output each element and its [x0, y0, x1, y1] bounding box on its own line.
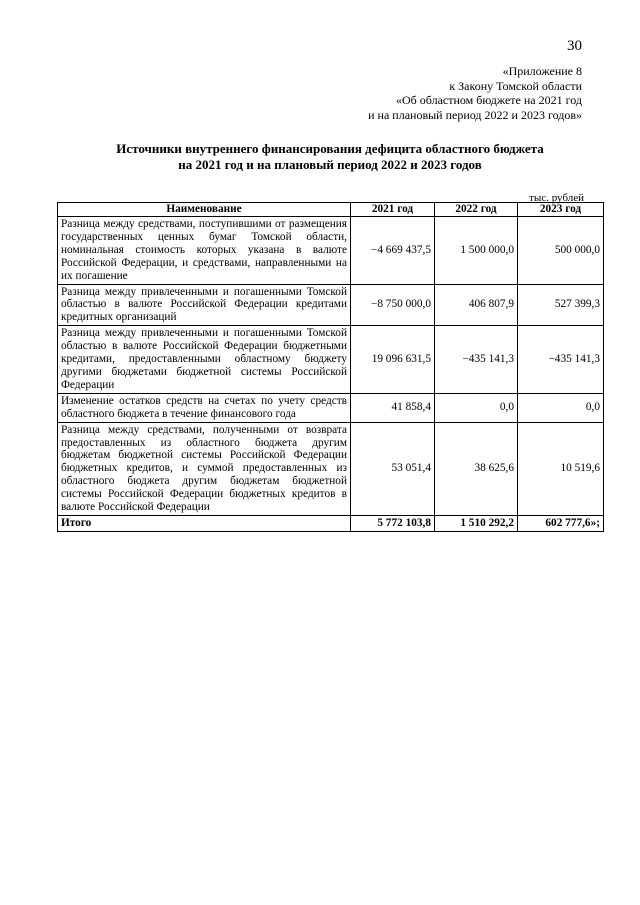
appendix-line: «Об областном бюджете на 2021 год	[396, 93, 582, 107]
row-2021: 41 858,4	[351, 393, 435, 422]
total-2022: 1 510 292,2	[435, 515, 518, 531]
row-2021: 53 051,4	[351, 422, 435, 515]
row-2023: 0,0	[518, 393, 604, 422]
units-label: тыс. рублей	[529, 192, 584, 204]
row-2021: 19 096 631,5	[351, 326, 435, 394]
title-line-2: на 2021 год и на плановый период 2022 и 2023 годов	[178, 157, 482, 172]
appendix-line: «Приложение 8	[502, 64, 582, 78]
total-row	[58, 515, 604, 531]
row-2023: −435 141,3	[518, 326, 604, 394]
table-row	[58, 393, 604, 422]
header-2023: 2023 год	[518, 203, 604, 217]
header-2021: 2021 год	[351, 203, 435, 217]
document-title	[58, 141, 602, 173]
appendix-line: и на плановый период 2022 и 2023 годов»	[368, 107, 582, 122]
row-2023: 500 000,0	[518, 217, 604, 285]
appendix-header	[368, 64, 582, 122]
financing-sources-table	[57, 202, 604, 532]
appendix-line: к Закону Томской области	[449, 78, 582, 93]
row-name: Разница между средствами, поступившими от размещения государственных ценных бумаг Томской области, номинальная стоимость которых указана в валюте Российской Федерации, и средствами, направленными на их погашение	[58, 217, 351, 285]
row-2022: 1 500 000,0	[435, 217, 518, 285]
row-2021: −4 669 437,5	[351, 217, 435, 285]
row-2022: 38 625,6	[435, 422, 518, 515]
table-header-row	[58, 203, 604, 217]
total-label: Итого	[58, 515, 351, 531]
row-2023: 527 399,3	[518, 284, 604, 326]
total-2021: 5 772 103,8	[351, 515, 435, 531]
row-2022: −435 141,3	[435, 326, 518, 394]
table-row	[58, 422, 604, 515]
header-name: Наименование	[58, 203, 351, 217]
row-2021: −8 750 000,0	[351, 284, 435, 326]
row-2022: 0,0	[435, 393, 518, 422]
header-2022: 2022 год	[435, 203, 518, 217]
total-2023: 602 777,6»;	[518, 515, 604, 531]
table-row	[58, 284, 604, 326]
row-name: Разница между привлеченными и погашенными Томской областью в валюте Российской Федерации кредитами кредитных организаций	[58, 284, 351, 326]
row-name: Изменение остатков средств на счетах по учету средств областного бюджета в течение финансового года	[58, 393, 351, 422]
table-row	[58, 326, 604, 394]
row-2022: 406 807,9	[435, 284, 518, 326]
row-name: Разница между средствами, полученными от возврата предоставленных из областного бюджета другим бюджетам бюджетной системы Российской Федерации бюджетных кредитов, и суммой предоставленных из областного бюджета другим бюджетам бюджетной системы Российской Федерации бюджетных кредитов в валюте Российской Федерации	[58, 422, 351, 515]
title-line-1: Источники внутреннего финансирования дефицита областного бюджета	[116, 141, 544, 156]
page-number: 30	[567, 38, 582, 54]
row-name: Разница между привлеченными и погашенными Томской областью в валюте Российской Федерации бюджетными кредитами, предоставленными областному бюджету другими бюджетами бюджетной системы Российской Федерации	[58, 326, 351, 394]
row-2023: 10 519,6	[518, 422, 604, 515]
table-row	[58, 217, 604, 285]
